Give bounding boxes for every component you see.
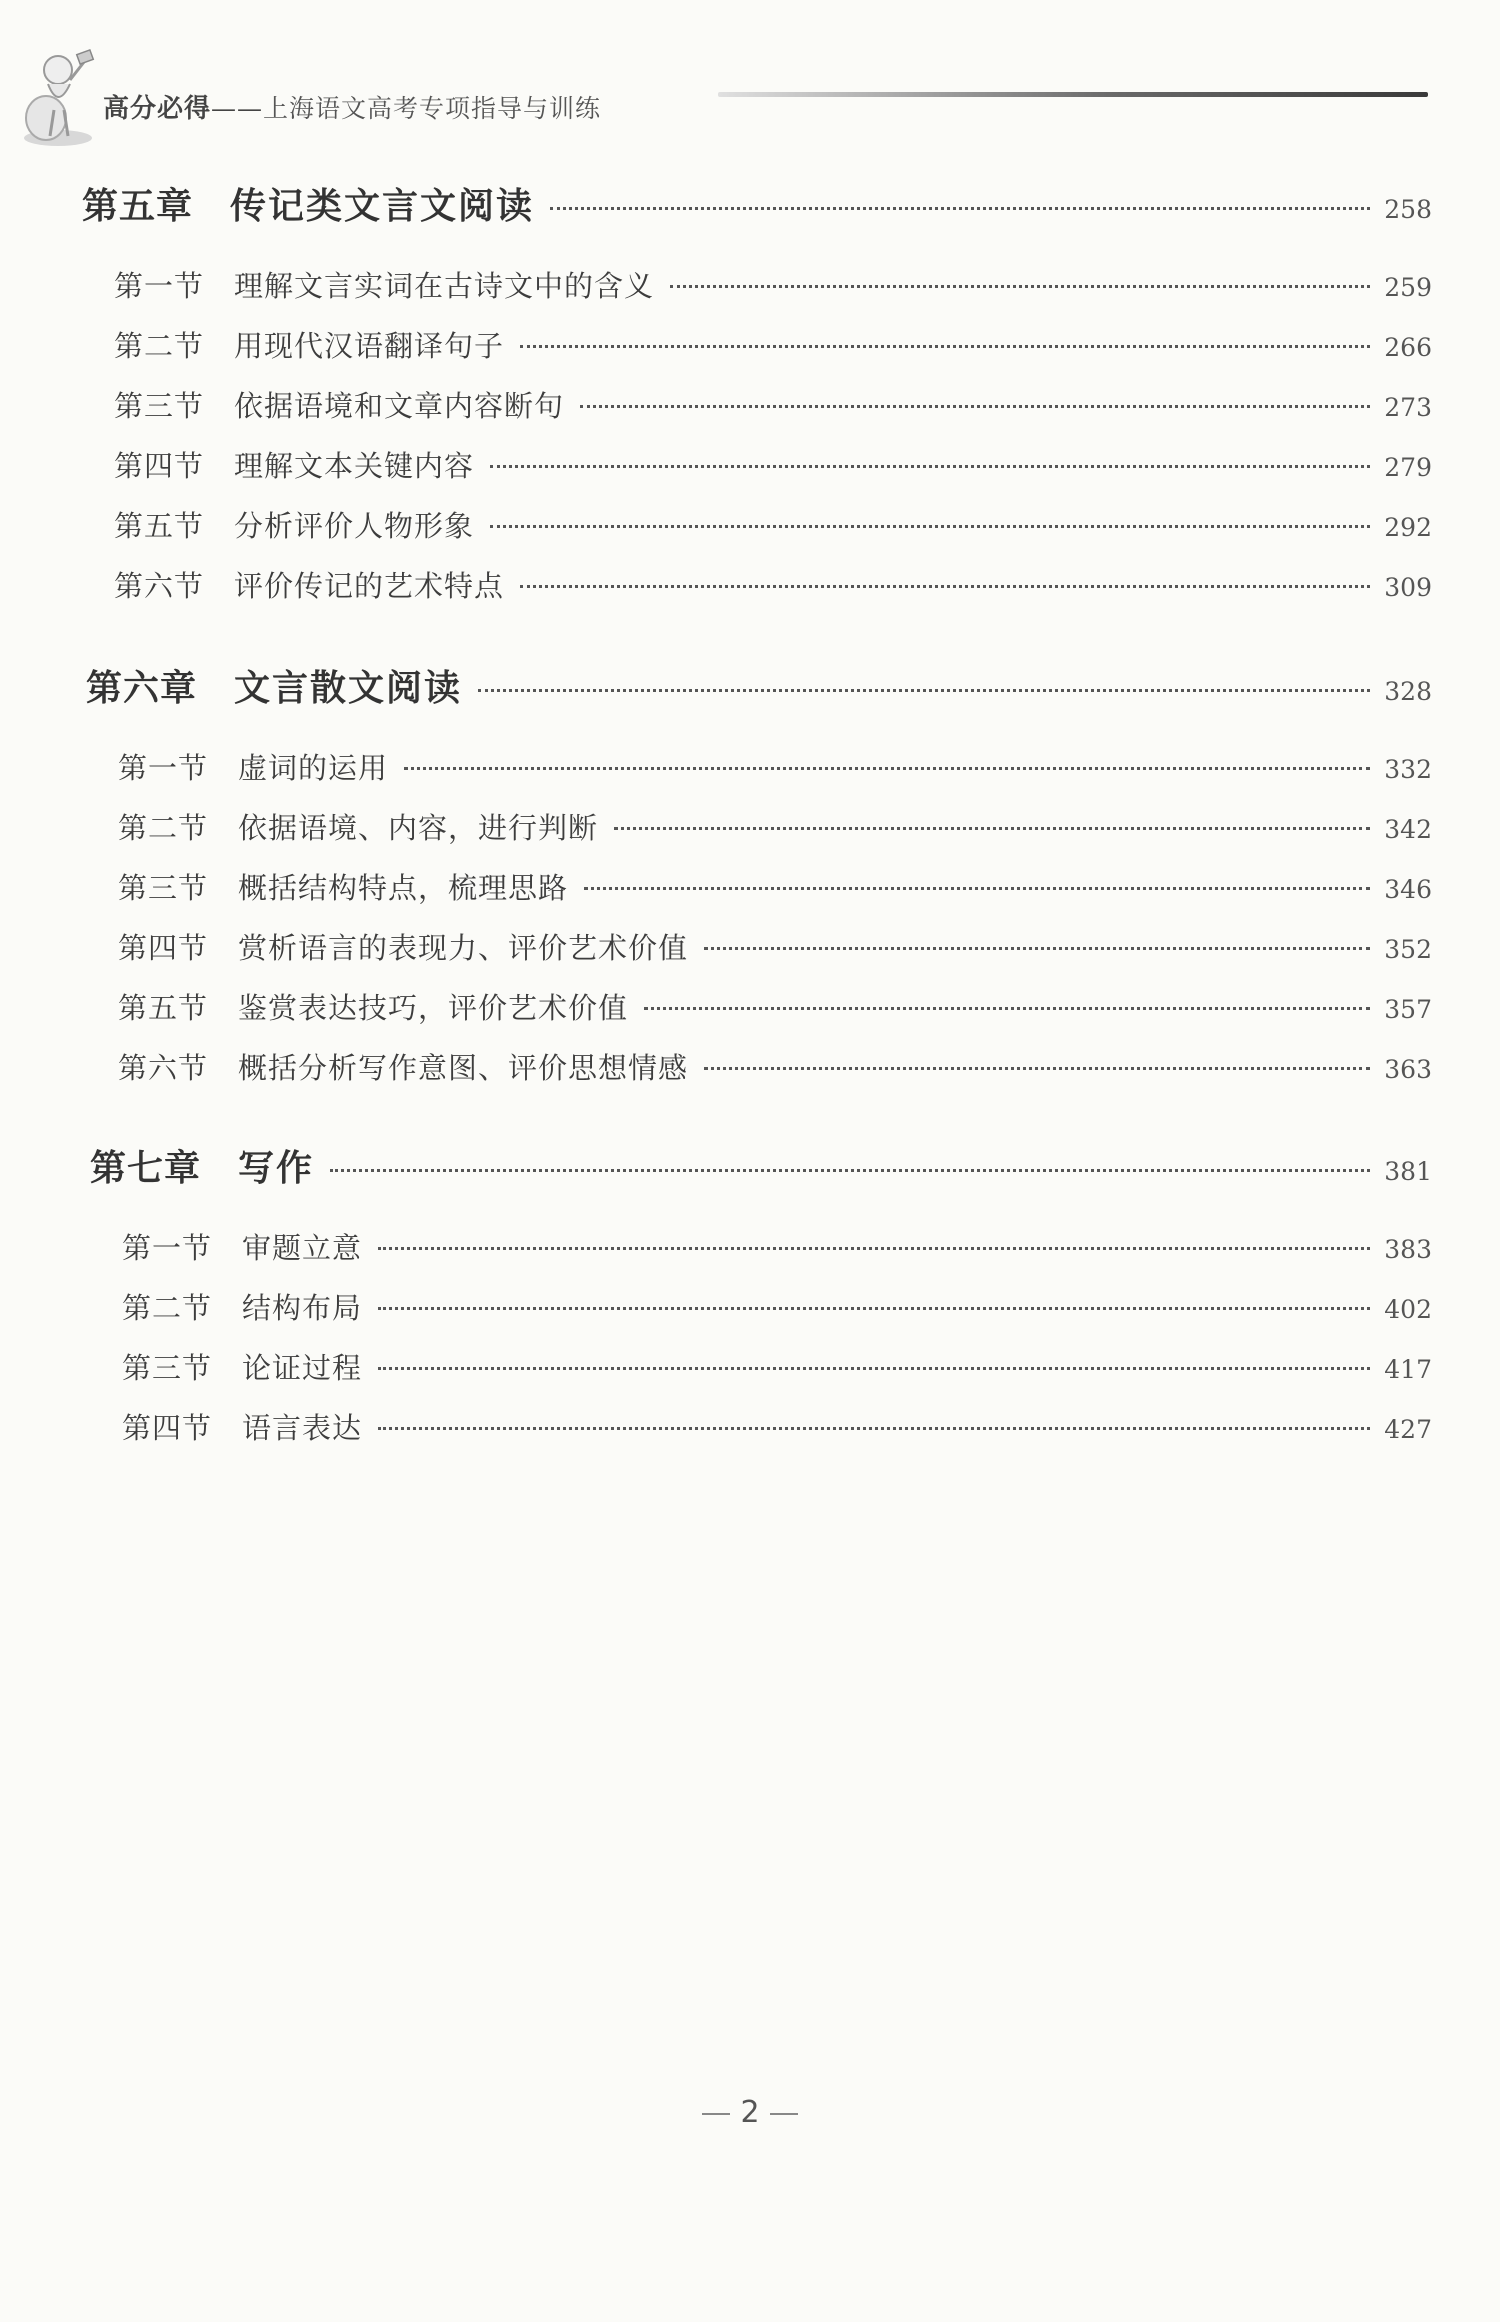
footer-dash-left <box>702 2113 730 2115</box>
chapter-page: 258 <box>1384 195 1432 224</box>
section-page: 383 <box>1384 1235 1432 1264</box>
section-number: 第一节 <box>114 269 205 303</box>
page-footer <box>0 2095 1500 2130</box>
section-title: 理解文本关键内容 <box>234 449 475 483</box>
toc-section-row[interactable] <box>122 1286 1432 1327</box>
chapter-number: 第七章 <box>90 1148 202 1189</box>
section-number: 第五节 <box>114 509 205 543</box>
dot-leader <box>378 1307 1370 1310</box>
section-title: 用现代汉语翻译句子 <box>234 329 505 363</box>
section-number: 第四节 <box>122 1411 213 1445</box>
section-page: 259 <box>1384 273 1432 302</box>
dot-leader <box>404 767 1370 770</box>
section-number: 第二节 <box>114 329 205 363</box>
dot-leader <box>520 585 1370 588</box>
section-page: 352 <box>1384 935 1432 964</box>
toc-chapter-row[interactable] <box>90 1140 1432 1191</box>
section-number: 第六节 <box>114 569 205 603</box>
dot-leader <box>550 207 1370 210</box>
dot-leader <box>330 1169 1370 1172</box>
section-page: 357 <box>1384 995 1432 1024</box>
section-title: 虚词的运用 <box>238 751 389 785</box>
dot-leader <box>614 827 1370 830</box>
section-title: 结构布局 <box>242 1291 363 1325</box>
section-page: 427 <box>1384 1415 1432 1444</box>
toc-section-row[interactable] <box>118 986 1432 1027</box>
section-title: 分析评价人物形象 <box>234 509 475 543</box>
dot-leader <box>580 405 1370 408</box>
section-number: 第二节 <box>118 811 209 845</box>
mascot-figure-icon <box>18 40 108 150</box>
section-number: 第二节 <box>122 1291 213 1325</box>
dot-leader <box>670 285 1370 288</box>
dot-leader <box>704 1067 1370 1070</box>
section-page: 417 <box>1384 1355 1432 1384</box>
section-number: 第一节 <box>118 751 209 785</box>
dot-leader <box>378 1247 1370 1250</box>
section-page: 279 <box>1384 453 1432 482</box>
toc-section-row[interactable] <box>114 324 1432 365</box>
footer-dash-right <box>770 2113 798 2115</box>
section-page: 332 <box>1384 755 1432 784</box>
toc-section-row[interactable] <box>122 1346 1432 1387</box>
header-brand: 高分必得 <box>103 94 212 124</box>
section-page: 266 <box>1384 333 1432 362</box>
section-page: 346 <box>1384 875 1432 904</box>
dot-leader <box>490 525 1370 528</box>
toc-chapter-row[interactable] <box>82 178 1432 229</box>
chapter-number: 第五章 <box>82 186 194 227</box>
section-title: 概括分析写作意图、评价思想情感 <box>238 1051 689 1085</box>
toc-section-row[interactable] <box>114 444 1432 485</box>
section-number: 第三节 <box>118 871 209 905</box>
chapter-page: 381 <box>1384 1157 1432 1186</box>
dot-leader <box>584 887 1370 890</box>
running-header <box>18 40 1448 160</box>
section-number: 第一节 <box>122 1231 213 1265</box>
toc-section-row[interactable] <box>118 1046 1432 1087</box>
section-page: 363 <box>1384 1055 1432 1084</box>
toc-section-row[interactable] <box>118 806 1432 847</box>
section-title: 赏析语言的表现力、评价艺术价值 <box>238 931 689 965</box>
header-series: 上海语文高考专项指导与训练 <box>263 94 602 123</box>
toc-section-row[interactable] <box>118 866 1432 907</box>
header-title <box>103 88 601 125</box>
section-page: 309 <box>1384 573 1432 602</box>
chapter-number: 第六章 <box>86 668 198 709</box>
toc-section-row[interactable] <box>114 384 1432 425</box>
section-title: 理解文言实词在古诗文中的含义 <box>234 269 655 303</box>
chapter-page: 328 <box>1384 677 1432 706</box>
section-number: 第三节 <box>114 389 205 423</box>
section-page: 292 <box>1384 513 1432 542</box>
section-title: 审题立意 <box>242 1231 363 1265</box>
toc-section-row[interactable] <box>118 746 1432 787</box>
dot-leader <box>490 465 1370 468</box>
chapter-title: 传记类文言文阅读 <box>230 186 535 227</box>
toc-section-row[interactable] <box>114 504 1432 545</box>
dot-leader <box>478 689 1370 692</box>
section-title: 依据语境、内容，进行判断 <box>238 811 599 845</box>
dot-leader <box>644 1007 1370 1010</box>
toc-section-row[interactable] <box>114 564 1432 605</box>
chapter-title: 写作 <box>238 1148 315 1189</box>
toc-section-row[interactable] <box>118 926 1432 967</box>
section-number: 第四节 <box>114 449 205 483</box>
chapter-title: 文言散文阅读 <box>234 668 463 709</box>
section-title: 依据语境和文章内容断句 <box>234 389 565 423</box>
dot-leader <box>704 947 1370 950</box>
section-number: 第五节 <box>118 991 209 1025</box>
section-title: 评价传记的艺术特点 <box>234 569 505 603</box>
toc-section-row[interactable] <box>122 1226 1432 1267</box>
section-title: 语言表达 <box>242 1411 363 1445</box>
toc-section-row[interactable] <box>122 1406 1432 1447</box>
header-rule <box>718 92 1428 97</box>
section-page: 402 <box>1384 1295 1432 1324</box>
section-number: 第六节 <box>118 1051 209 1085</box>
toc-section-row[interactable] <box>114 264 1432 305</box>
page-number: 2 <box>740 2095 760 2130</box>
dot-leader <box>520 345 1370 348</box>
section-page: 273 <box>1384 393 1432 422</box>
header-separator: —— <box>211 94 264 123</box>
section-page: 342 <box>1384 815 1432 844</box>
section-number: 第四节 <box>118 931 209 965</box>
toc-chapter-row[interactable] <box>86 660 1432 711</box>
section-title: 鉴赏表达技巧，评价艺术价值 <box>238 991 629 1025</box>
section-number: 第三节 <box>122 1351 213 1385</box>
dot-leader <box>378 1367 1370 1370</box>
section-title: 论证过程 <box>242 1351 363 1385</box>
dot-leader <box>378 1427 1370 1430</box>
section-title: 概括结构特点，梳理思路 <box>238 871 569 905</box>
